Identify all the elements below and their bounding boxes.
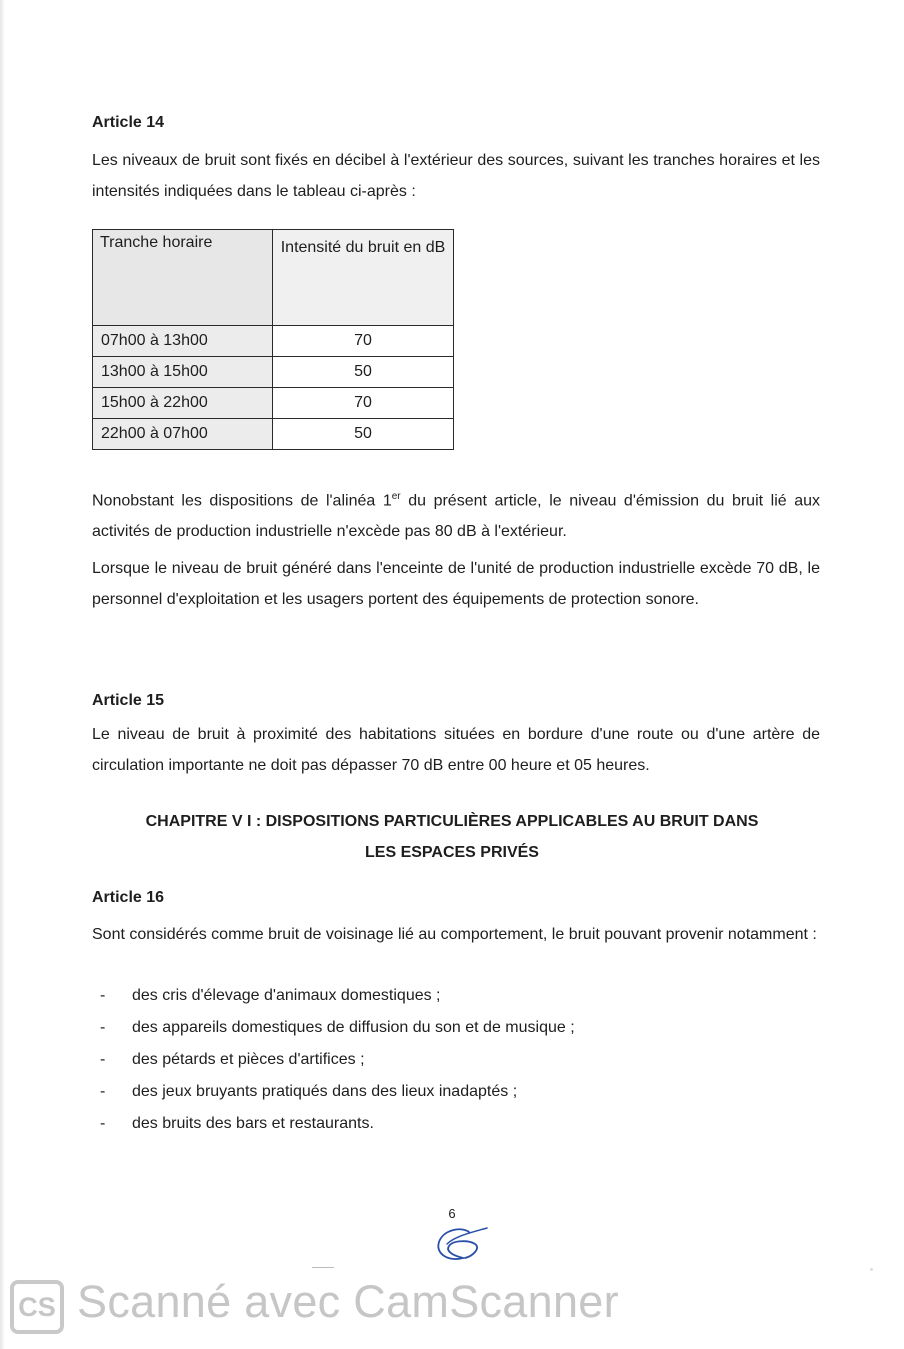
table-cell-db: 50 [273,419,454,450]
paragraph-1-start: Nonobstant les dispositions de l'alinéa 1 [92,492,392,510]
list-item [100,980,575,1012]
article-14-title: Article 14 [92,114,165,131]
paragraph-1-end: du présent article, le niveau d'émission du bruit lié aux activités de production industrielle n'excède pas 80 dB à l'extérieur. [92,492,821,541]
article-16-intro: Sont considérés comme bruit de voisinage lié au comportement, le bruit pouvant provenir notamment : [92,926,817,943]
table-row [93,388,454,419]
paragraph-text [92,481,820,547]
table-row [93,357,454,388]
article-14-intro: Les niveaux de bruit sont fixés en décibel à l'extérieur des sources, suivant les tranches horaires et les intensités indiquées dans le tableau ci-après : [92,152,820,200]
list-item-text: des jeux bruyants pratiqués dans des lieux inadaptés ; [132,1083,518,1100]
list-item [100,1044,575,1076]
bullet-dash: - [100,1019,106,1036]
table-cell-db: 70 [273,388,454,419]
list-item-text: des bruits des bars et restaurants. [132,1115,374,1132]
article-15-title: Article 15 [92,692,165,709]
article-15-text: Le niveau de bruit à proximité des habitations situées en bordure d'une route ou d'une artère de circulation importante ne doit pas dépasser 70 dB entre 00 heure et 05 heures. [92,726,820,774]
chapter-heading-line-2: LES ESPACES PRIVÉS [365,844,539,861]
table-cell-db: 70 [273,326,454,357]
camscanner-logo-icon: CS [10,1280,64,1334]
paragraph-2-text: Lorsque le niveau de bruit généré dans l'enceinte de l'unité de production industrielle excède 70 dB, le personnel d'exploitation et les usagers portent des équipements de protection sonore. [92,560,820,608]
scan-edge-shadow [0,0,5,1349]
table-cell-range: 22h00 à 07h00 [93,419,273,450]
list-item-text: des cris d'élevage d'animaux domestiques ; [132,987,441,1004]
chapter-heading-line-1: CHAPITRE V I : DISPOSITIONS PARTICULIÈRES APPLICABLES AU BRUIT DANS [145,813,759,830]
list-item [100,1012,575,1044]
superscript-er: er [391,491,401,502]
article-16-title: Article 16 [92,889,165,906]
table-cell-range: 07h00 à 13h00 [93,326,273,357]
article-16-list [100,980,575,1140]
scan-mark [312,1267,334,1268]
list-item-text: des appareils domestiques de diffusion du son et de musique ; [132,1019,575,1036]
bullet-dash: - [100,1083,106,1100]
camscanner-watermark: Scanné avec CamScanner [77,1276,619,1327]
list-item [100,1076,575,1108]
table-cell-db: 50 [273,357,454,388]
bullet-dash: - [100,1115,106,1132]
initials-signature-icon [425,1222,491,1268]
table-header-time-range: Tranche horaire [93,230,273,326]
list-item-text: des pétards et pièces d'artifices ; [132,1051,365,1068]
scan-speck [870,1268,873,1271]
chapter-heading [92,806,812,868]
bullet-dash: - [100,987,106,1004]
article-14 [92,114,820,207]
bullet-dash: - [100,1051,106,1068]
noise-level-table [92,229,454,450]
table-cell-range: 15h00 à 22h00 [93,388,273,419]
article-15 [92,692,820,781]
table-header-row [93,230,454,326]
table-row [93,419,454,450]
table-row [93,326,454,357]
table-header-intensity: Intensité du bruit en dB [273,230,454,326]
list-item [100,1108,575,1140]
page-number: 6 [448,1206,456,1221]
article-16 [92,889,820,950]
article-14-paragraph-2 [92,553,820,615]
table-cell-range: 13h00 à 15h00 [93,357,273,388]
article-14-paragraph-1 [92,481,820,547]
